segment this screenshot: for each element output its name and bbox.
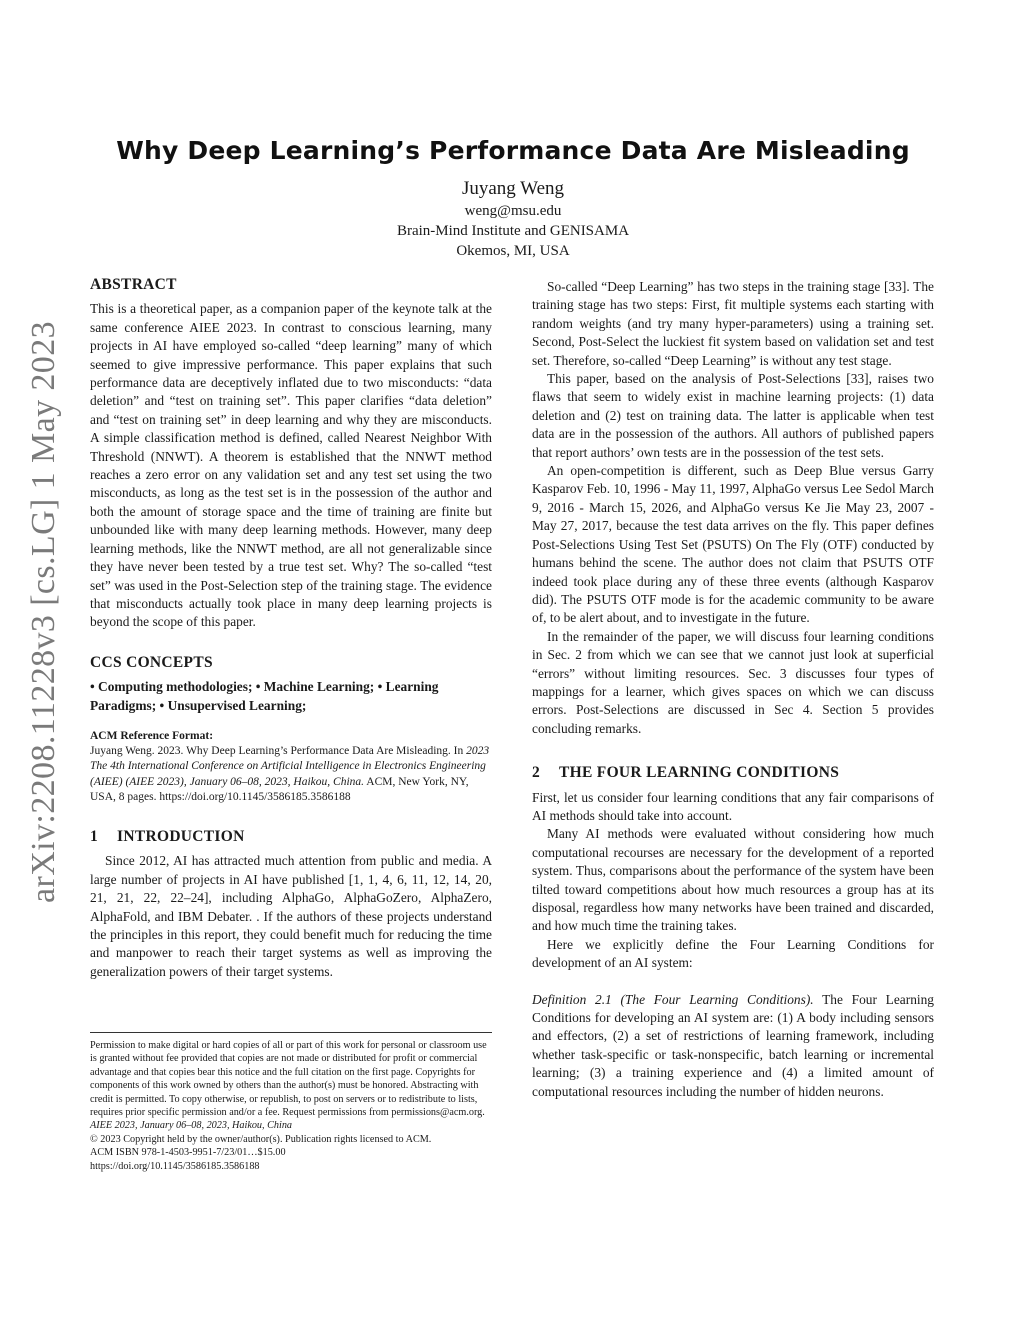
intro-number: 1 xyxy=(90,827,99,845)
definition-2-1 xyxy=(532,991,934,1101)
intro-heading xyxy=(90,828,492,846)
reference-venue: 2023 The 4th International Conference on Artificial Intelligence in Electronics Engineering (AIEE) (AIEE 2023), January 06–08, 2023, Haikou, China. xyxy=(90,744,490,788)
permission-notice: Permission to make digital or hard copies of all or part of this work for personal or classroom use is granted without fee provided that copies are not made or distributed for profit or commercial advantage and that copies bear this notice and the full citation on the first page. Copyrights for components of this work owned by others than the author(s) must be honored. Abstracting with credit is permitted. To copy otherwise, or republish, to post on servers or to redistribute to lists, requires prior specific permission and/or a fee. Request permissions from permissions@acm.org. xyxy=(90,1040,487,1119)
author-email: weng@msu.edu xyxy=(464,203,562,219)
footnote-doi: https://doi.org/10.1145/3586185.3586188 xyxy=(90,1160,260,1172)
right-column xyxy=(532,278,934,1101)
paper-header xyxy=(90,136,936,261)
right-paragraph-1: So-called “Deep Learning” has two steps in the training stage [33]. The training stage has two steps: First, fit multiple systems each starting with random weights (and try many hyper-parameters) using a training set. Second, Post-Select the luckiest fit system based on validation set and test set. Therefore, so-called “Deep Learning” is without any test stage. xyxy=(532,279,934,368)
paper-title: Why Deep Learning’s Performance Data Are Misleading xyxy=(116,136,910,165)
reference-line2: ACM, New York, NY, USA, 8 pages. https://doi.org/10.1145/3586185.3586188 xyxy=(90,775,469,804)
footnote-isbn: ACM ISBN 978-1-4503-9951-7/23/01…$15.00 xyxy=(90,1147,286,1159)
definition-label: Definition 2.1 (The Four Learning Conditions). xyxy=(532,991,814,1007)
right-paragraph-4: In the remainder of the paper, we will discuss four learning conditions in Sec. 2 from which we can see that we cannot just look at superficial “errors” without limiting resources. Sec. 3 discusses four types of mappings for a learner, which gives spaces on which we can discuss errors. Post-Selections are discussed in Sec 4. Section 5 provides concluding remarks. xyxy=(532,628,934,736)
author-affiliation: Brain-Mind Institute and GENISAMA xyxy=(396,223,630,239)
arxiv-id: arXiv:2208.11228v3 [cs.LG] 1 May 2023 xyxy=(25,320,62,904)
author-name: Juyang Weng xyxy=(461,178,565,199)
reference-format-text xyxy=(90,744,492,806)
reference-format-heading: ACM Reference Format: xyxy=(90,729,214,742)
copyright-footnote xyxy=(90,1032,492,1173)
section2-paragraph-2: Many AI methods were evaluated without considering how much computational recourses are necessary for the development of a reported system. Thus, comparisons about the performance of the system have been tilted toward competitions about how much resources a group has at its disposal, regardless how many networks have been trained and discarded, and how much time the training takes. xyxy=(532,826,934,934)
author-location: Okemos, MI, USA xyxy=(456,243,570,259)
intro-title: INTRODUCTION xyxy=(117,827,245,845)
abstract-heading: ABSTRACT xyxy=(90,276,177,293)
right-paragraph-2: This paper, based on the analysis of Post-Selections [33], raises two flaws that seem to widely exist in machine learning projects: (1) data deletion and (2) test on training data. The latter is applicable when test data are in the possession of the authors. All authors of published papers that report authors’ own tests are in the possession of the test sets. xyxy=(532,371,934,460)
abstract-text: This is a theoretical paper, as a companion paper of the keynote talk at the same conference AIEE 2023. In contrast to conscious learning, many projects in AI have employed so-called “deep learning” many of which seemed to give impressive performance. This paper explains that such performance data are deceptively inflated due to two misconducts: “data deletion” and “test on training set”. This paper clarifies “data deletion” and “test on training set” in deep learning and why they are misconducts. A simple classification method is defined, called Nearest Neighbor With Threshold (NNWT). A theorem is established that the NNWT method reaches a zero error on any validation set and any test set using the two misconducts, as long as the test set is in the possession of the author and both the amount of storage space and the time of training are finite but unbounded like with many deep learning methods. However, many deep learning methods, like the NNWT method, are all not generalizable since they have never been tested by a true test set. Why? The so-called “test set” was used in the Post-Selection step of the training stage. The evidence that misconducts actually took place in many deep learning projects is beyond the scope of this paper. xyxy=(90,301,492,630)
right-paragraph-3: An open-competition is different, such as Deep Blue versus Garry Kasparov Feb. 10, 1996 - May 11, 1997, AlphaGo versus Lee Sedol March 9, 2016 - March 15, 2026, and AlphaGo versus Ke Jie May 23, 2007 - May 27, 2017, because the test data arrives on the fly. This paper defines Post-Selections Using Test Set (PSUTS) On The Fly (OTF) conducted by humans behind the scene. The author does not claim that PSUTS OTF indeed took place during any of these three events (although Kasparov did). The PSUTS OTF mode is for the academic community to be aware of, to be alert about, and to investigate in the future. xyxy=(532,463,934,626)
section2-paragraph-1: First, let us consider four learning conditions that any fair comparisons of AI methods should take into account. xyxy=(532,789,934,823)
ccs-heading: CCS CONCEPTS xyxy=(90,653,213,671)
left-column xyxy=(90,276,492,981)
intro-text: Since 2012, AI has attracted much attention from public and media. A large number of projects in AI have published [1, 1, 4, 6, 11, 12, 14, 20, 21, 21, 22, 22–24], including AlphaGo, AlphaGoZero, AlphaZero, AlphaFold, and IBM Debater. . If the authors of these projects understand the principles in this report, they could benefit much for reducing the time and manpower to reach their target systems as well as improving the generalization powers of their target systems. xyxy=(90,853,492,979)
section2-heading xyxy=(532,764,934,782)
footnote-venue: AIEE 2023, January 06–08, 2023, Haikou, China xyxy=(90,1120,293,1132)
section2-number: 2 xyxy=(532,764,541,782)
section2-paragraph-3: Here we explicitly define the Four Learning Conditions for development of an AI system: xyxy=(532,936,934,971)
reference-line1: Juyang Weng. 2023. Why Deep Learning’s Performance Data Are Misleading. In xyxy=(90,744,467,757)
definition-text: The Four Learning Conditions for developing an AI system are: (1) A body including sensors and effectors, (2) a set of restrictions of learning framework, including whether task-specific or task-nonspecific, batch learning or incremental learning; (3) a training experience and (4) a limited amount of computational resources including the number of hidden neurons. xyxy=(532,991,934,1099)
section2-title: THE FOUR LEARNING CONDITIONS xyxy=(559,764,840,782)
footnote-copyright: © 2023 Copyright held by the owner/author(s). Publication rights licensed to ACM. xyxy=(90,1133,432,1145)
ccs-text: • Computing methodologies; • Machine Learning; • Learning Paradigms; • Unsupervised Learning; xyxy=(90,679,439,713)
